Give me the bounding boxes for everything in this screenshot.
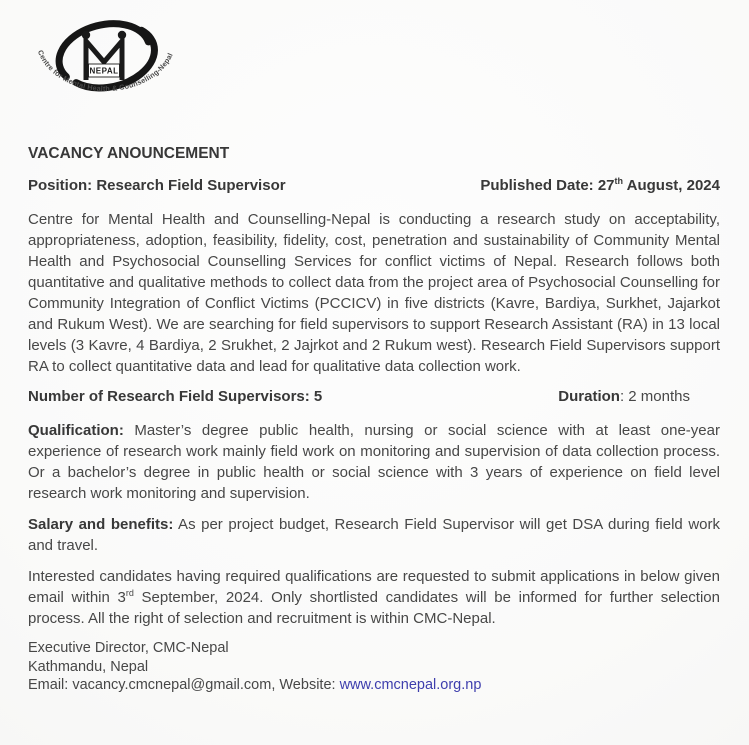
application-text-part2: September, 2024. Only shortlisted candidates will be informed for further selection process. All the right of selection and recruitment is within CMC-Nepal. <box>28 589 720 627</box>
deadline-ordinal-superscript: rd <box>125 588 134 598</box>
application-text-part1: Interested candidates having required qualifications are requested to submit applications in below given email within 3 <box>28 568 720 606</box>
location: Kathmandu, Nepal <box>28 658 149 675</box>
duration-label: Duration <box>558 388 620 405</box>
email-label: Email: <box>28 677 73 693</box>
qualification-paragraph <box>28 420 720 504</box>
qualification-label: Qualification: <box>28 422 124 439</box>
cmc-nepal-logo-icon <box>28 14 180 114</box>
duration-value: : 2 months <box>619 388 690 405</box>
website-link[interactable]: www.cmcnepal.org.np <box>339 677 482 693</box>
qualification-text: Master’s degree public health, nursing or social science with at least one-year experience of research work mainly field work on monitoring and supervision of data collection process. Or a bachelor’s degree in public health or social science with 3 years of experience on field level research work monitoring and supervision. <box>28 422 720 502</box>
website-label: , Website: <box>271 677 340 693</box>
salary-paragraph <box>28 514 720 556</box>
position-heading: Position: Research Field Supervisor <box>28 177 286 194</box>
salary-label: Salary and benefits: <box>28 516 174 533</box>
document-title: VACANCY ANOUNCEMENT <box>28 145 230 162</box>
supervisor-count-heading: Number of Research Field Supervisors: 5 <box>28 388 323 405</box>
logo-ring-text: Centre for Mental Health & Counselling-Nepal <box>35 48 175 94</box>
position-published-row <box>28 175 720 196</box>
signature-block <box>28 639 720 695</box>
published-date-suffix: August, 2024 <box>623 177 720 194</box>
published-date-heading <box>480 175 720 196</box>
logo-nepal-label: NEPAL <box>89 66 119 76</box>
intro-paragraph: Centre for Mental Health and Counselling-Nepal is conducting a research study on acceptability, appropriateness, adoption, feasibility, fidelity, cost, penetration and sustainability of Community Mental Health and Psychosocial Counselling Services for conflict victims of Nepal. Research follows both quantitative and qualitative methods to collect data from the project area of Psychosocial Counselling for Community Integration of Conflict Victims (PCCICV) in five districts (Kavre, Bardiya, Surkhet, Jajarkot and Rukum West). We are searching for field supervisors to support Research Assistant (RA) in 13 local levels (3 Kavre, 4 Bardiya, 2 Srukhet, 2 Jajrkot and 2 Rukum west). Research Field Supervisors support RA to collect quantitative data and lead for qualitative data collection work. <box>28 211 720 375</box>
duration-heading <box>558 386 690 407</box>
signatory: Executive Director, CMC-Nepal <box>28 640 229 656</box>
application-paragraph <box>28 566 720 629</box>
contact-line <box>28 676 720 695</box>
email-address: vacancy.cmcnepal@gmail.com <box>72 677 272 693</box>
date-ordinal-superscript: th <box>614 176 624 186</box>
cmc-nepal-logo <box>28 14 180 114</box>
salary-text: As per project budget, Research Field Supervisor will get DSA during field work and travel. <box>28 516 720 554</box>
published-date-prefix: Published Date: 27 <box>480 177 615 194</box>
count-duration-row <box>28 386 720 407</box>
